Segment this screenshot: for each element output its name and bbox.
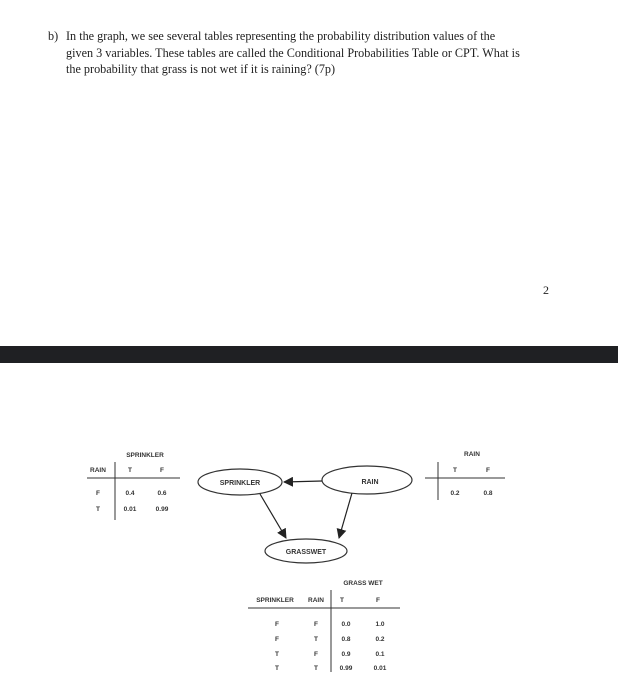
grasswet-cpt-r3-rain: F [314, 651, 318, 658]
grasswet-cpt-header-sprinkler: SPRINKLER [256, 597, 294, 604]
grasswet-cpt-r1-f: 1.0 [375, 621, 385, 628]
edge-rain-to-sprinkler [284, 481, 322, 482]
grasswet-cpt-r2-f: 0.2 [375, 636, 385, 643]
sprinkler-cpt-r2-t: 0.01 [123, 506, 137, 513]
rain-cpt-col-f: F [486, 467, 490, 474]
grasswet-cpt-r1-rain: F [314, 621, 318, 628]
question-line-3: the probability that grass is not wet if it is raining? (7p) [66, 62, 336, 76]
grasswet-cpt-r4-rain: T [314, 665, 318, 672]
grasswet-cpt-r4-sprinkler: T [275, 665, 279, 672]
question-label: b) [48, 29, 59, 43]
grasswet-cpt-r2-rain: T [314, 636, 318, 643]
grasswet-cpt [248, 580, 400, 672]
question-line-1: In the graph, we see several tables representing the probability distribution values of the [66, 29, 496, 43]
grasswet-cpt-r2-t: 0.8 [341, 636, 351, 643]
grasswet-cpt-r3-f: 0.1 [375, 651, 385, 658]
edge-sprinkler-to-grasswet [260, 494, 286, 538]
question-line-2: given 3 variables. These tables are called the Conditional Probabilities Table or CPT. What is [66, 45, 520, 60]
grasswet-cpt-r4-t: 0.99 [339, 665, 353, 672]
sprinkler-cpt-col-f: F [160, 467, 164, 474]
sprinkler-cpt-r1-t: 0.4 [125, 490, 135, 497]
sprinkler-cpt-col-t: T [128, 467, 132, 474]
grasswet-cpt-r3-t: 0.9 [341, 651, 351, 658]
grasswet-cpt-r1-t: 0.0 [341, 621, 351, 628]
page-number: 2 [543, 283, 549, 297]
rain-cpt-col-t: T [453, 467, 457, 474]
sprinkler-cpt-r1-f: 0.6 [157, 490, 167, 497]
rain-cpt [425, 451, 505, 500]
rain-cpt-title: RAIN [464, 451, 480, 458]
sprinkler-cpt [87, 452, 180, 520]
rain-cpt-val-f: 0.8 [483, 490, 493, 497]
sprinkler-cpt-r1-rain: F [96, 490, 100, 497]
sprinkler-cpt-r2-rain: T [96, 506, 100, 513]
grasswet-cpt-col-t: T [340, 597, 344, 604]
grasswet-cpt-r3-sprinkler: T [275, 651, 279, 658]
sprinkler-cpt-row-header: RAIN [90, 467, 106, 474]
rain-node-label: RAIN [361, 479, 379, 486]
rain-cpt-val-t: 0.2 [450, 490, 460, 497]
grasswet-cpt-r4-f: 0.01 [373, 665, 387, 672]
grasswet-node-label: GRASSWET [285, 549, 327, 556]
grasswet-cpt-col-f: F [376, 597, 380, 604]
sprinkler-cpt-r2-f: 0.99 [155, 506, 169, 513]
sprinkler-node-label: SPRINKLER [219, 480, 261, 487]
grasswet-cpt-header-rain: RAIN [308, 597, 324, 604]
edge-rain-to-grasswet [339, 493, 352, 538]
grasswet-cpt-r2-sprinkler: F [275, 636, 279, 643]
sprinkler-cpt-title: SPRINKLER [126, 452, 164, 459]
grasswet-cpt-r1-sprinkler: F [275, 621, 279, 628]
grasswet-cpt-title: GRASS WET [343, 580, 383, 587]
